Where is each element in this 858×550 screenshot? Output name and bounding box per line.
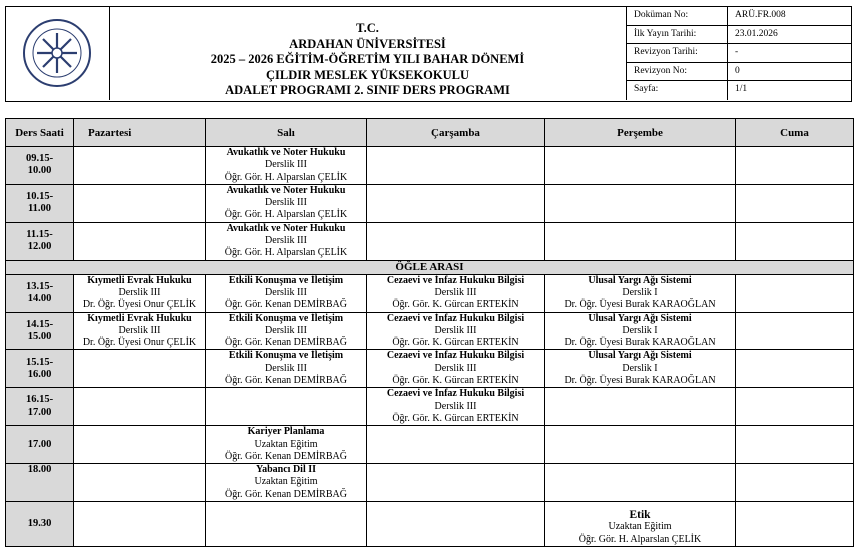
time-slot (6, 464, 74, 502)
classroom: Derslik III (434, 286, 477, 298)
schedule-row (6, 312, 854, 350)
time-slot-text: 16.15- (25, 394, 54, 406)
course-cell-thursday (545, 312, 736, 350)
classroom: Derslik III (118, 324, 161, 336)
classroom: Derslik III (265, 235, 307, 247)
course-cell-monday (74, 464, 206, 502)
course-cell-tuesday (206, 388, 367, 426)
instructor: Dr. Öğr. Üyesi Burak KARAOĞLAN (564, 375, 716, 387)
classroom: Uzaktan Eğitim (608, 521, 672, 533)
course-cell-wednesday (367, 350, 545, 388)
course-cell-friday (736, 464, 854, 502)
course-cell-wednesday (367, 502, 545, 547)
time-slot-text: 09.15- (25, 153, 54, 165)
classroom: Derslik III (434, 362, 477, 374)
time-slot-text: 15.00 (27, 331, 52, 342)
course-cell-friday (736, 184, 854, 222)
university-seal-icon (22, 17, 92, 89)
title-line: ADALET PROGRAMI 2. SINIF DERS PROGRAMI (225, 83, 510, 97)
instructor: Dr. Öğr. Üyesi Onur ÇELİK (82, 337, 197, 349)
classroom: Derslik I (622, 286, 658, 298)
time-slot (6, 426, 74, 464)
time-slot-text: 19.30 (27, 517, 52, 529)
col-header-thursday: Perşembe (545, 119, 736, 147)
course-cell-tuesday (206, 312, 367, 350)
course-name: Kıymetli Evrak Hukuku (87, 274, 192, 286)
instructor: Öğr. Gör. K. Gürcan ERTEKİN (392, 412, 519, 424)
meta-value: 1/1 (735, 84, 748, 95)
meta-row (627, 26, 852, 45)
col-header-friday: Cuma (736, 119, 854, 147)
time-slot (6, 502, 74, 547)
course-cell-tuesday (206, 222, 367, 260)
time-slot (6, 147, 74, 185)
instructor: Öğr. Gör. Kenan DEMİRBAĞ (225, 299, 347, 311)
time-slot-text: 15.15- (25, 356, 54, 368)
meta-row (627, 7, 852, 26)
course-name: Cezaevi ve İnfaz Hukuku Bilgisi (386, 274, 525, 286)
course-cell-friday (736, 502, 854, 547)
classroom: Uzaktan Eğitim (254, 476, 318, 488)
classroom: Derslik III (265, 286, 307, 298)
course-cell-monday (74, 388, 206, 426)
instructor: Öğr. Gör. Kenan DEMİRBAĞ (225, 450, 347, 462)
instructor: Öğr. Gör. K. Gürcan ERTEKİN (392, 375, 519, 387)
course-name: Etkili Konuşma ve İletişim (228, 312, 344, 324)
course-cell-wednesday (367, 426, 545, 464)
meta-row (627, 63, 852, 82)
course-name: Ulusal Yargı Ağı Sistemi (588, 274, 692, 286)
course-cell-friday (736, 274, 854, 312)
course-cell-thursday (545, 147, 736, 185)
schedule-row (6, 464, 854, 502)
time-slot-text: 11.15- (26, 228, 53, 240)
lunch-break-label: ÖĞLE ARASI (6, 260, 854, 274)
course-cell-tuesday (206, 274, 367, 312)
course-name: Kıymetli Evrak Hukuku (87, 312, 192, 324)
course-cell-wednesday (367, 222, 545, 260)
title-line: T.C. (356, 21, 379, 35)
schedule-row (6, 184, 854, 222)
university-logo (6, 7, 110, 100)
instructor: Öğr. Gör. H. Alparslan ÇELİK (224, 171, 348, 183)
title-line: 2025 – 2026 EĞİTİM-ÖĞRETİM YILI BAHAR DÖNEMİ (210, 52, 525, 66)
schedule-row (6, 350, 854, 388)
course-cell-monday (74, 312, 206, 350)
instructor: Öğr. Gör. K. Gürcan ERTEKİN (392, 337, 519, 349)
classroom: Derslik III (434, 400, 477, 412)
course-cell-tuesday (206, 464, 367, 502)
schedule-row (6, 222, 854, 260)
course-cell-tuesday (206, 502, 367, 547)
time-slot-text: 10.00 (27, 165, 52, 177)
time-slot-text: 14.15- (25, 318, 54, 330)
course-cell-wednesday (367, 388, 545, 426)
course-name: Yabancı Dil II (255, 464, 316, 476)
course-name: Ulusal Yargı Ağı Sistemi (588, 312, 692, 324)
course-cell-tuesday (206, 184, 367, 222)
time-slot (6, 274, 74, 312)
time-slot (6, 222, 74, 260)
classroom: Derslik III (265, 362, 307, 374)
course-cell-thursday (545, 426, 736, 464)
course-cell-wednesday (367, 184, 545, 222)
course-cell-friday (736, 147, 854, 185)
schedule-row (6, 274, 854, 312)
course-name: Cezaevi ve İnfaz Hukuku Bilgisi (386, 312, 525, 324)
instructor: Dr. Öğr. Üyesi Burak KARAOĞLAN (564, 299, 716, 311)
meta-key: Doküman No: (627, 7, 728, 25)
classroom: Derslik III (118, 286, 161, 298)
time-slot-text: 17.00 (27, 406, 52, 418)
schedule-row (6, 502, 854, 547)
title-line: ARDAHAN ÜNİVERSİTESİ (289, 36, 446, 51)
schedule-row (6, 426, 854, 464)
course-cell-thursday (545, 274, 736, 312)
time-slot-text: 18.00 (27, 464, 52, 476)
classroom: Uzaktan Eğitim (254, 438, 318, 450)
meta-row (627, 44, 852, 63)
instructor: Öğr. Gör. H. Alparslan ÇELİK (224, 247, 348, 259)
meta-key: Revizyon No: (627, 63, 728, 81)
time-slot (6, 350, 74, 388)
time-slot-text: 14.00 (27, 293, 52, 305)
course-name: Etkili Konuşma ve İletişim (228, 350, 344, 362)
course-cell-monday (74, 502, 206, 547)
course-cell-wednesday (367, 147, 545, 185)
course-cell-monday (74, 426, 206, 464)
classroom: Derslik III (434, 324, 477, 336)
col-header-time: Ders Saati (6, 119, 74, 147)
instructor: Öğr. Gör. K. Gürcan ERTEKİN (392, 299, 519, 311)
time-slot (6, 184, 74, 222)
course-cell-monday (74, 274, 206, 312)
instructor: Öğr. Gör. Kenan DEMİRBAĞ (225, 375, 347, 387)
instructor: Öğr. Gör. Kenan DEMİRBAĞ (225, 488, 347, 500)
time-slot-text: 17.00 (27, 438, 52, 450)
title-line: ÇILDIR MESLEK YÜKSEKOKULU (265, 67, 470, 82)
meta-row (627, 81, 852, 100)
course-name: Cezaevi ve İnfaz Hukuku Bilgisi (386, 388, 525, 400)
course-cell-friday (736, 312, 854, 350)
course-cell-friday (736, 388, 854, 426)
classroom: Derslik III (265, 324, 307, 336)
course-cell-thursday (545, 388, 736, 426)
instructor: Öğr. Gör. Kenan DEMİRBAĞ (225, 337, 347, 349)
classroom: Derslik III (265, 159, 307, 171)
course-cell-monday (74, 147, 206, 185)
time-slot-text: 11.00 (27, 203, 52, 215)
course-cell-thursday (545, 222, 736, 260)
course-cell-thursday (545, 350, 736, 388)
instructor: Öğr. Gör. H. Alparslan ÇELİK (224, 209, 348, 221)
course-name: Avukatlık ve Noter Hukuku (226, 222, 346, 234)
classroom: Derslik I (622, 362, 658, 374)
course-cell-thursday (545, 184, 736, 222)
course-name: Etik (629, 509, 651, 522)
course-name: Avukatlık ve Noter Hukuku (226, 147, 346, 158)
instructor: Dr. Öğr. Üyesi Onur ÇELİK (82, 299, 197, 311)
instructor: Öğr. Gör. H. Alparslan ÇELİK (578, 533, 702, 545)
document-meta (626, 7, 852, 100)
time-slot (6, 388, 74, 426)
course-cell-monday (74, 184, 206, 222)
course-cell-monday (74, 222, 206, 260)
meta-value: 23.01.2026 (735, 28, 778, 39)
schedule-row (6, 388, 854, 426)
document-header (5, 6, 852, 102)
meta-key: Sayfa: (627, 81, 728, 100)
col-header-tuesday: Salı (206, 119, 367, 147)
time-slot-text: 10.15- (25, 191, 54, 203)
meta-value: ARÜ.FR.008 (735, 10, 786, 20)
course-cell-wednesday (367, 312, 545, 350)
classroom: Derslik I (622, 324, 658, 336)
course-cell-tuesday (206, 147, 367, 185)
course-cell-wednesday (367, 464, 545, 502)
time-slot-text: 16.00 (27, 368, 52, 380)
document-title (109, 7, 626, 100)
meta-value: 0 (735, 65, 740, 76)
course-name: Avukatlık ve Noter Hukuku (226, 184, 346, 196)
meta-key: Revizyon Tarihi: (627, 44, 728, 62)
course-cell-friday (736, 350, 854, 388)
instructor: Dr. Öğr. Üyesi Burak KARAOĞLAN (564, 337, 716, 349)
col-header-monday: Pazartesi (74, 119, 206, 147)
course-cell-friday (736, 426, 854, 464)
course-cell-thursday (545, 502, 736, 547)
classroom: Derslik III (265, 197, 307, 209)
schedule-table (5, 118, 854, 547)
lunch-break-row (6, 260, 854, 274)
course-cell-monday (74, 350, 206, 388)
meta-value: - (735, 47, 739, 58)
meta-key: İlk Yayın Tarihi: (627, 26, 728, 44)
course-cell-friday (736, 222, 854, 260)
time-slot (6, 312, 74, 350)
time-slot-text: 13.15- (25, 280, 54, 292)
course-cell-thursday (545, 464, 736, 502)
header-row (6, 119, 854, 147)
course-cell-tuesday (206, 350, 367, 388)
course-name: Etkili Konuşma ve İletişim (228, 274, 344, 286)
time-slot-text: 12.00 (27, 241, 52, 253)
col-header-wednesday: Çarşamba (367, 119, 545, 147)
schedule-row (6, 147, 854, 185)
course-name: Kariyer Planlama (247, 426, 325, 438)
course-cell-tuesday (206, 426, 367, 464)
course-name: Ulusal Yargı Ağı Sistemi (588, 350, 692, 362)
course-cell-wednesday (367, 274, 545, 312)
course-name: Cezaevi ve İnfaz Hukuku Bilgisi (386, 350, 525, 362)
